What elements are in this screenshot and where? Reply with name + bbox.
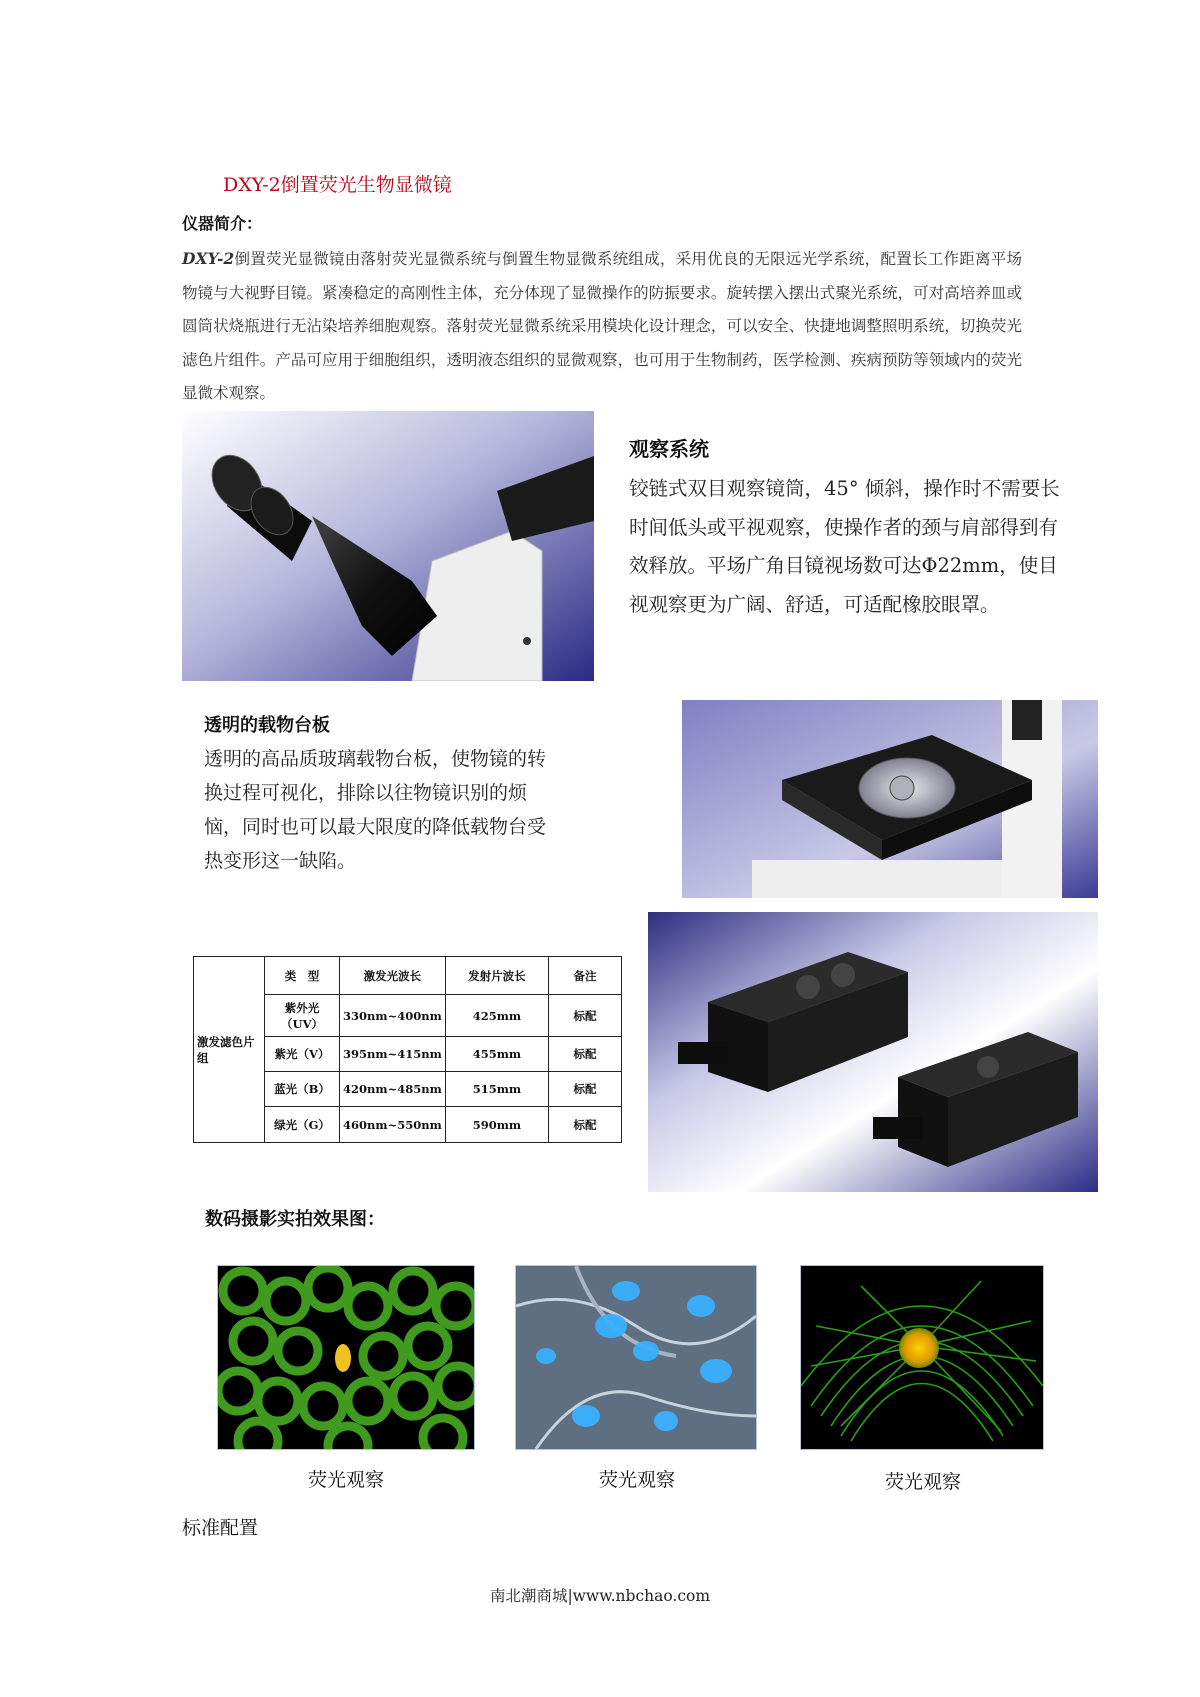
cell-excitation: 395nm~415nm: [340, 1037, 446, 1072]
cell-emission: 425mm: [445, 995, 548, 1037]
header-type: 类 型: [265, 957, 340, 995]
photo-caption-1: 荧光观察: [307, 1469, 384, 1491]
cell-type: 紫光（V）: [265, 1037, 340, 1072]
cell-excitation: 330nm~400nm: [340, 995, 446, 1037]
cell-emission: 590mm: [445, 1107, 548, 1143]
intro-model: DXY-2: [182, 249, 235, 268]
fluorescence-photo-cytoskeleton: [800, 1265, 1044, 1450]
header-note: 备注: [549, 957, 622, 995]
observation-title: 观察系统: [629, 437, 709, 461]
stage-title: 透明的载物台板: [204, 715, 330, 736]
cell-note: 标配: [549, 995, 622, 1037]
cell-note: 标配: [549, 1107, 622, 1143]
fluorescence-photo-cells-ring: [217, 1265, 475, 1450]
stage-photo: [682, 700, 1098, 898]
photo-caption-2: 荧光观察: [598, 1469, 675, 1491]
filter-group-label: 激发滤色片组: [194, 957, 265, 1143]
footer: 南北潮商城|www.nbchao.com: [489, 1587, 711, 1605]
cell-emission: 515mm: [445, 1072, 548, 1107]
standard-config-heading: 标准配置: [182, 1517, 259, 1539]
cell-note: 标配: [549, 1072, 622, 1107]
header-emission: 发射片波长: [445, 957, 548, 995]
photo-caption-3: 荧光观察: [884, 1471, 961, 1493]
page-title: DXY-2倒置荧光生物显微镜: [223, 174, 452, 196]
cell-type: 蓝光（B）: [265, 1072, 340, 1107]
cell-excitation: 460nm~550nm: [340, 1107, 446, 1143]
stage-text: 透明的高品质玻璃载物台板，使物镜的转换过程可视化，排除以往物镜识别的烦恼，同时也可以最大限度的降低载物台受热变形这一缺陷。: [204, 748, 547, 872]
cell-type: 紫外光（UV）: [265, 995, 340, 1037]
header-excitation: 激发光波长: [340, 957, 446, 995]
eyepiece-photo: [182, 411, 594, 681]
intro-heading: 仪器简介：: [182, 214, 263, 233]
cell-type: 绿光（G）: [265, 1107, 340, 1143]
photos-heading: 数码摄影实拍效果图：: [205, 1209, 385, 1230]
filter-table: [193, 956, 622, 1143]
cell-excitation: 420nm~485nm: [340, 1072, 446, 1107]
cell-emission: 455mm: [445, 1037, 548, 1072]
intro-paragraph: [182, 242, 1022, 411]
fluorescence-photo-cells-nuclei: [515, 1265, 757, 1450]
cell-note: 标配: [549, 1037, 622, 1072]
filter-module-photo: [648, 912, 1098, 1192]
observation-text: 铰链式双目观察镜筒，45° 倾斜，操作时不需要长时间低头或平视观察，使操作者的颈与肩部得到有效释放。平场广角目镜视场数可达Φ22mm，使目视观察更为广阔、舒适，可适配橡胶眼罩。: [629, 477, 1060, 616]
intro-text: 倒置荧光显微镜由落射荧光显微系统与倒置生物显微系统组成，采用优良的无限远光学系统，配置长工作距离平场物镜与大视野目镜。紧凑稳定的高刚性主体，充分体现了显微操作的防振要求。旋转摆入摆出式聚光系统，可对高培养皿或圆筒状烧瓶进行无沾染培养细胞观察。落射荧光显微系统采用模块化设计理念，可以安全、快捷地调整照明系统，切换荧光滤色片组件。产品可应用于细胞组织，透明液态组织的显微观察，也可用于生物制药，医学检测、疾病预防等领域内的荧光显微术观察。: [182, 250, 1022, 402]
